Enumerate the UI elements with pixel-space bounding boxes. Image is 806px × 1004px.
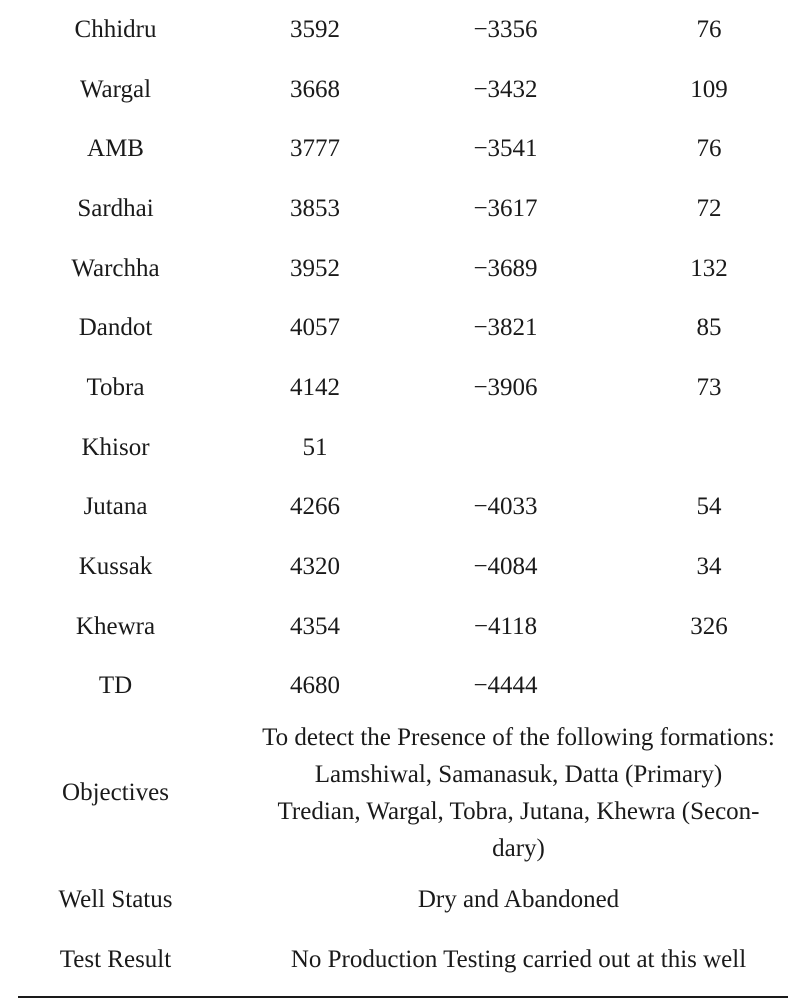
table-row [0, 478, 806, 538]
objectives-text [231, 716, 806, 870]
depth-value: 3668 [290, 75, 340, 103]
depth-value: 4680 [290, 672, 340, 700]
thickness-value: 73 [696, 373, 722, 401]
thickness-value: 34 [696, 553, 722, 581]
formation-name: Dandot [78, 314, 153, 342]
subsea-value [399, 418, 612, 478]
table-row [0, 60, 806, 120]
table-row [0, 358, 806, 418]
subsea-value: −4033 [473, 493, 538, 521]
subsea-value: −4084 [473, 553, 538, 581]
depth-value: 4320 [290, 553, 340, 581]
thickness-value: 85 [696, 314, 722, 342]
subsea-value: −3541 [473, 135, 538, 163]
test-result-label: Test Result [59, 945, 172, 973]
table-row [0, 418, 806, 478]
objective-line: To detect the Presence of the following formations: [262, 724, 775, 752]
formation-name: Kussak [78, 553, 153, 581]
subsea-value: −3356 [473, 15, 538, 43]
formation-name: Khisor [81, 433, 150, 461]
subsea-value: −3432 [473, 75, 538, 103]
table-row [0, 298, 806, 358]
subsea-value: −3906 [473, 373, 538, 401]
formation-name: Warchha [71, 254, 160, 282]
well-status-label: Well Status [58, 886, 173, 914]
test-result-value: No Production Testing carried out at this well [290, 945, 747, 973]
thickness-value: 326 [690, 612, 728, 640]
thickness-value: 109 [690, 75, 728, 103]
depth-value: 3952 [290, 254, 340, 282]
depth-value: 3592 [290, 15, 340, 43]
thickness-value: 76 [696, 135, 722, 163]
table-row [0, 597, 806, 657]
table-bottom-rule [18, 996, 788, 998]
formation-name: Tobra [86, 373, 145, 401]
depth-value: 51 [302, 433, 328, 461]
thickness-value: 72 [696, 194, 722, 222]
table-row [0, 179, 806, 239]
formation-name: Chhidru [74, 15, 157, 43]
formation-name: Khewra [75, 612, 156, 640]
table-row [0, 119, 806, 179]
subsea-value: −4444 [473, 672, 538, 700]
objectives-label: Objectives [62, 779, 169, 807]
formation-name: Jutana [83, 493, 148, 521]
formation-name: Wargal [79, 75, 152, 103]
well-status-row [0, 870, 806, 930]
table-row [0, 657, 806, 717]
objectives-row [0, 716, 806, 870]
test-result-row [0, 930, 806, 990]
well-status-value: Dry and Abandoned [417, 886, 620, 914]
objective-line: Tredian, Wargal, Tobra, Jutana, Khewra (Secon- [277, 798, 760, 826]
depth-value: 3853 [290, 194, 340, 222]
formation-name: TD [98, 672, 133, 700]
subsea-value: −3617 [473, 194, 538, 222]
depth-value: 3777 [290, 135, 340, 163]
thickness-value [612, 657, 806, 717]
depth-value: 4142 [290, 373, 340, 401]
formation-name: Sardhai [77, 194, 154, 222]
table-row [0, 0, 806, 60]
depth-value: 4266 [290, 493, 340, 521]
formation-name: AMB [87, 135, 144, 163]
objective-line: dary) [492, 835, 545, 863]
depth-value: 4354 [290, 612, 340, 640]
table-row [0, 239, 806, 299]
table-row [0, 537, 806, 597]
subsea-value: −4118 [473, 612, 538, 640]
objective-line: Lamshiwal, Samanasuk, Datta (Primary) [314, 761, 723, 789]
subsea-value: −3689 [473, 254, 538, 282]
depth-value: 4057 [290, 314, 340, 342]
thickness-value: 54 [696, 493, 722, 521]
subsea-value: −3821 [473, 314, 538, 342]
thickness-value: 132 [690, 254, 728, 282]
thickness-value: 76 [696, 15, 722, 43]
thickness-value [612, 418, 806, 478]
